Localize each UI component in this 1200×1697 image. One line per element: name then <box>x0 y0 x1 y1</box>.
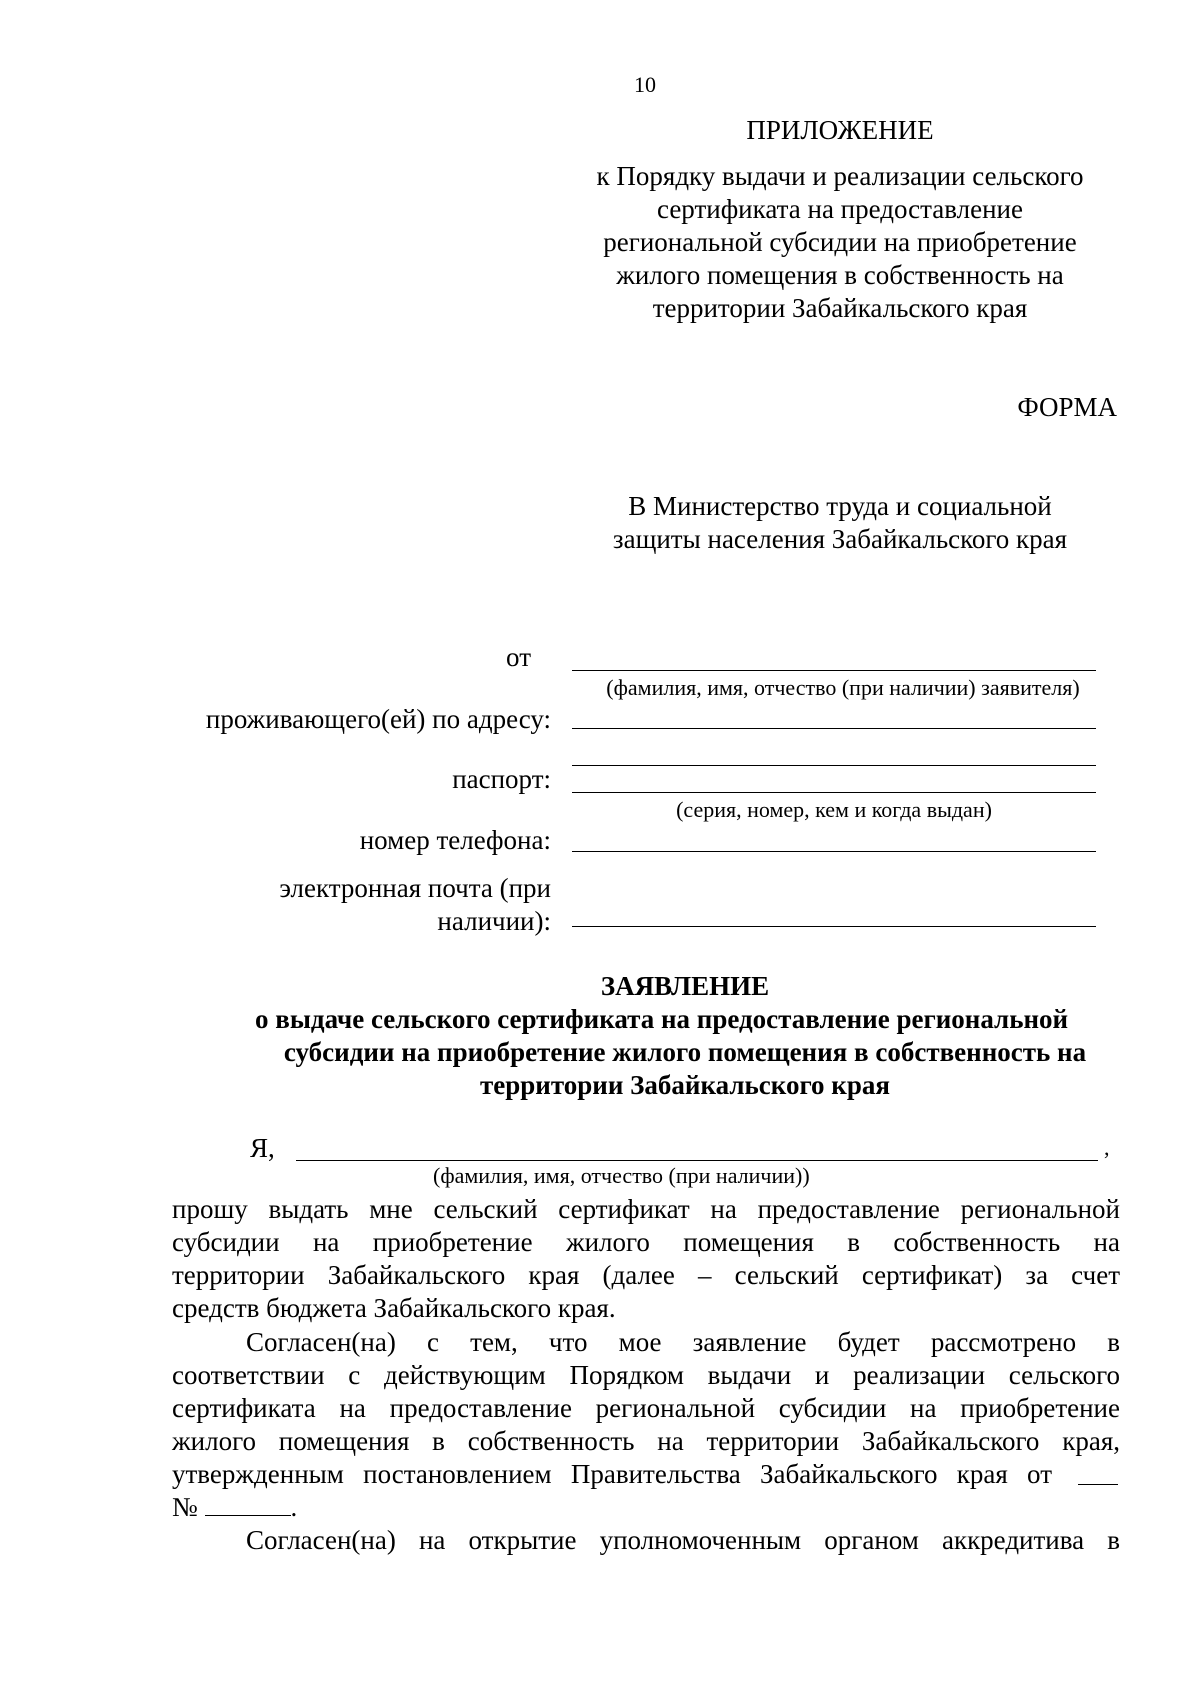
page-number: 10 <box>634 72 656 97</box>
email-label-line: электронная почта (при <box>279 873 551 903</box>
statement-subtitle-line: о выдаче сельского сертификата на предоставление региональной <box>255 1004 1069 1034</box>
statement-subtitle-line: субсидии на приобретение жилого помещения в собственность на <box>283 1037 1087 1067</box>
form-label: ФОРМА <box>1017 392 1117 422</box>
body-line: соответствии с действующим Порядком выдачи и реализации сельского <box>172 1360 1120 1390</box>
body-line: прошу выдать мне сельский сертификат на предоставление региональной <box>172 1194 1120 1224</box>
from-hint: (фамилия, имя, отчество (при наличии) заявителя) <box>606 675 1080 700</box>
from-input-line[interactable] <box>572 670 1096 671</box>
address-input-line-1[interactable] <box>572 728 1096 729</box>
resolution-number-line <box>172 1491 297 1524</box>
appendix-line: к Порядку выдачи и реализации сельского <box>596 161 1084 191</box>
resolution-date-blank[interactable] <box>1078 1484 1118 1485</box>
statement-title: ЗАЯВЛЕНИЕ <box>600 971 770 1001</box>
email-label-line: наличии): <box>437 906 551 936</box>
applicant-name-line[interactable] <box>296 1160 1098 1161</box>
appendix-line: территории Забайкальского края <box>652 293 1028 323</box>
appendix-description <box>590 160 1090 325</box>
i-suffix: , <box>1104 1135 1110 1160</box>
i-label: Я, <box>250 1133 275 1163</box>
addressee <box>560 490 1120 556</box>
body-line: средств бюджета Забайкальского края. <box>172 1293 616 1323</box>
body-line: жилого помещения в собственность на территории Забайкальского края, <box>172 1426 1120 1456</box>
body-line: сертификата на предоставление региональной субсидии на приобретение <box>172 1393 1120 1423</box>
name-hint: (фамилия, имя, отчество (при наличии)) <box>433 1163 810 1188</box>
body-line: субсидии на приобретение жилого помещения в собственность на <box>172 1227 1120 1257</box>
phone-label: номер телефона: <box>359 825 551 855</box>
number-sign: № <box>172 1492 198 1522</box>
appendix-title: ПРИЛОЖЕНИЕ <box>746 115 934 145</box>
passport-input-line[interactable] <box>572 792 1096 793</box>
email-input-line[interactable] <box>572 926 1096 927</box>
passport-hint: (серия, номер, кем и когда выдан) <box>676 797 992 822</box>
appendix-line: сертификата на предоставление <box>657 194 1023 224</box>
addressee-line: защиты населения Забайкальского края <box>612 524 1068 554</box>
body-line: Согласен(на) с тем, что мое заявление будет рассмотрено в <box>246 1327 1120 1357</box>
body-line: утвержденным постановлением Правительства Забайкальского края от <box>172 1459 1052 1489</box>
statement-subtitle-line: территории Забайкальского края <box>480 1070 890 1100</box>
appendix-line: региональной субсидии на приобретение <box>603 227 1077 257</box>
phone-input-line[interactable] <box>572 851 1096 852</box>
passport-label: паспорт: <box>452 764 551 794</box>
resolution-number-blank[interactable] <box>205 1493 291 1516</box>
address-label: проживающего(ей) по адресу: <box>205 704 551 734</box>
period: . <box>290 1492 298 1522</box>
address-input-line-2[interactable] <box>572 765 1096 766</box>
addressee-line: В Министерство труда и социальной <box>628 491 1052 521</box>
body-line: территории Забайкальского края (далее – сельский сертификат) за счет <box>172 1260 1120 1290</box>
body-line: Согласен(на) на открытие уполномоченным органом аккредитива в <box>246 1525 1120 1555</box>
email-label <box>0 872 551 938</box>
from-label: от <box>506 642 531 672</box>
appendix-line: жилого помещения в собственность на <box>616 260 1064 290</box>
